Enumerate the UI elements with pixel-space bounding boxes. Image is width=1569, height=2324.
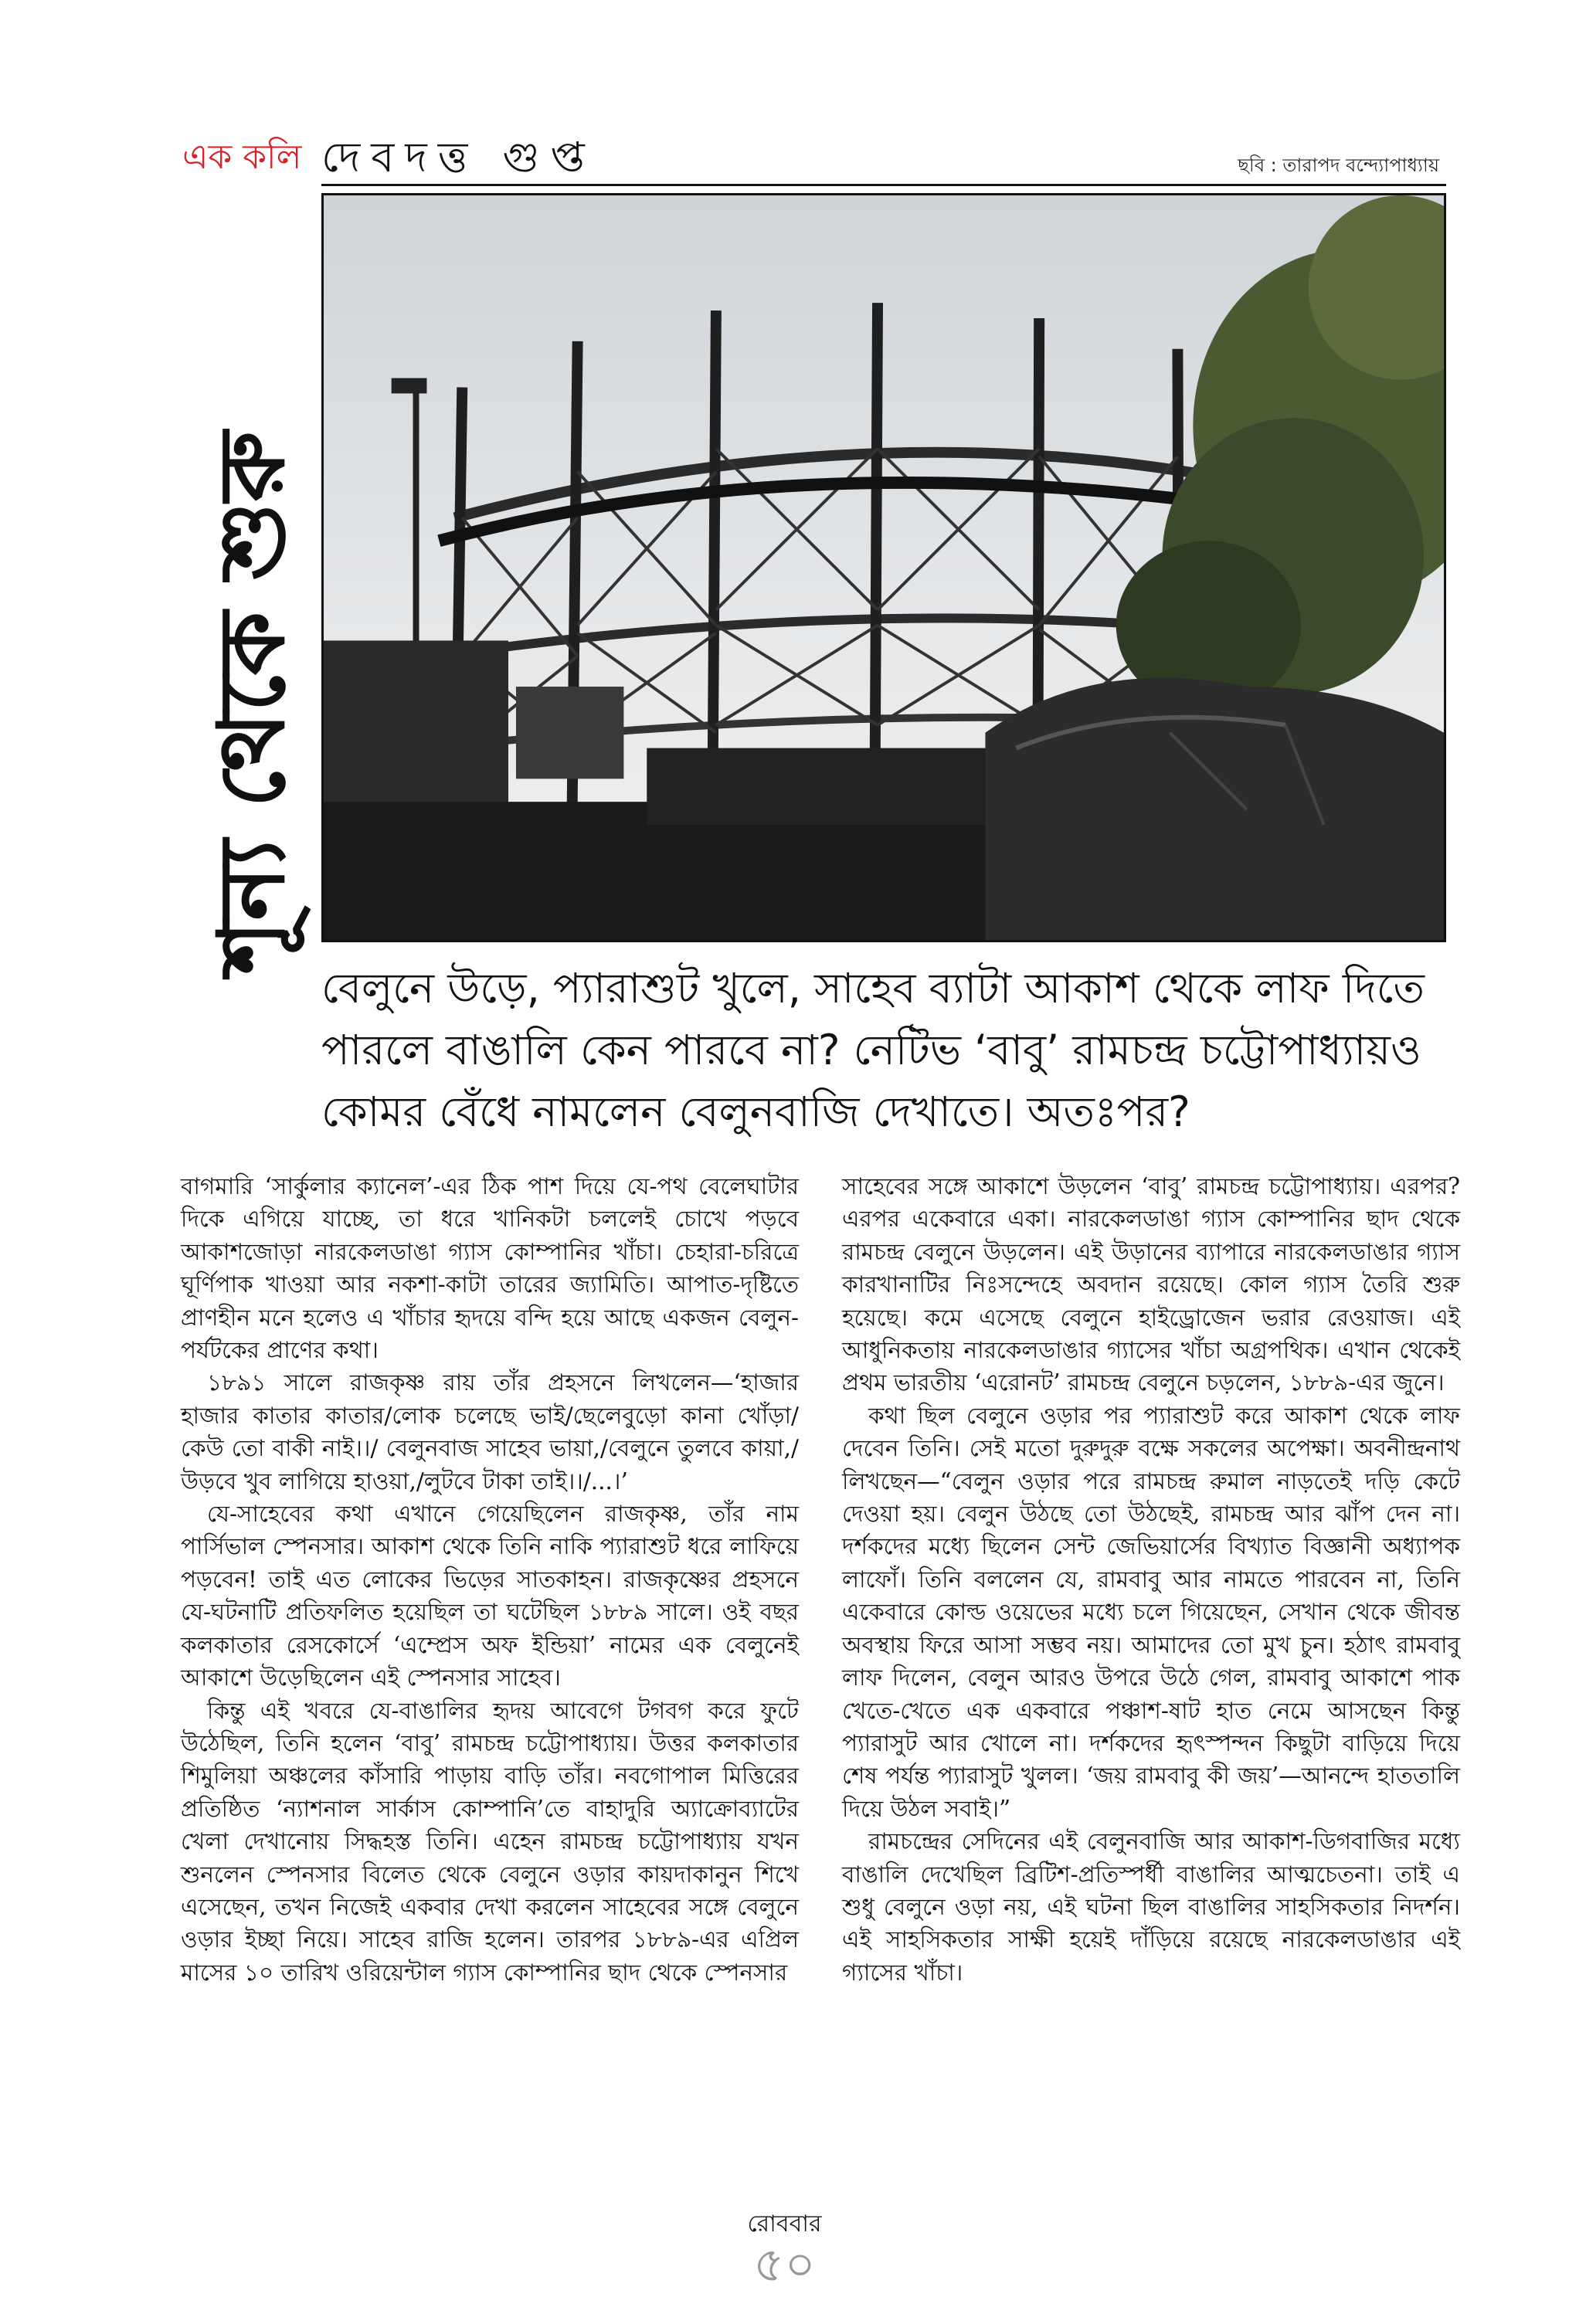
paragraph: যে-সাহেবের কথা এখানে গেয়েছিলেন রাজকৃষ্ণ, তাঁর নাম পার্সিভাল স্পেনসার। আকাশ থেকে তিনি নাকি প্যারাশুট ধরে লাফিয়ে পড়বেন! তাই এত লোকের ভিড়ের সাতকাহন। রাজকৃষ্ণের প্রহসনে যে-ঘটনাটি প্রতিফলিত হয়েছিল তা ঘটেছিল ১৮৮৯ সালে। ওই বছর কলকাতার রেসকোর্সে ‘এম্প্রেস অফ ইন্ডিয়া’ নামের এক বেলুনেই আকাশে উড়েছিলেন এই স্পেনসার সাহেব।	[181, 1501, 799, 1691]
paragraph: কথা ছিল বেলুনে ওড়ার পর প্যারাশুট করে আকাশ থেকে লাফ দেবেন তিনি। সেই মতো দুরুদুরু বক্ষে সকলের অপেক্ষা। অবনীন্দ্রনাথ লিখছেন—“বেলুন ওড়ার পরে রামচন্দ্র রুমাল নাড়তেই দড়ি কেটে দেওয়া হয়। বেলুন উঠছে তো উঠছেই, রামচন্দ্র আর ঝাঁপ দেন না। দর্শকদের মধ্যে ছিলেন সেন্ট জেভিয়ার্সের বিখ্যাত বিজ্ঞানী অধ্যাপক লাফোঁ। তিনি বললেন যে, রামবাবু আর নামতে পারবেন না, তিনি একেবারে কোল্ড ওয়েভের মধ্যে চলে গিয়েছেন, সেখান থেকে জীবন্ত অবস্থায় ফিরে আসা সম্ভব নয়। আমাদের তো মুখ চুন। হঠাৎ রামবাবু লাফ দিলেন, বেলুন আরও উপরে উঠে গেল, রামবাবু আকাশে পাক খেতে-খেতে এক একবারে পঞ্চাশ-ষাট হাত নেমে আসছেন কিন্তু প্যারাসুট আর খোলে না। দর্শকদের হৃৎস্পন্দন কিছুটা বাড়িয়ে দিয়ে শেষ পর্যন্ত প্যারাসুট খুলল। ‘জয় রামবাবু কী জয়’—আনন্দে হাততালি দিয়ে উঠল সবাই।”	[842, 1402, 1460, 1822]
author-name: দেবদত্ত গুপ্ত	[321, 133, 596, 182]
series-label: এক কলি	[182, 137, 302, 177]
paragraph: ১৮৯১ সালে রাজকৃষ্ণ রায় তাঁর প্রহসনে লিখলেন—‘হাজার হাজার কাতার কাতার/লোক চলেছে ভাই/ছেলেবুড়ো কানা খোঁড়া/কেউ তো বাকী নাই।।/ বেলুনবাজ সাহেব ভায়া,/বেলুনে তুলবে কায়া,/উড়বে খুব লাগিয়ে হাওয়া,/লুটবে টাকা তাই।।/...।’	[181, 1369, 799, 1494]
paragraph: রামচন্দ্রের সেদিনের এই বেলুনবাজি আর আকাশ-ডিগবাজির মধ্যে বাঙালি দেখেছিল ব্রিটিশ-প্রতিস্পর্ধী বাঙালির আত্মচেতনা। তাই এ শুধু বেলুনে ওড়া নয়, এই ঘটনা ছিল বাঙালির সাহসিকতার নিদর্শন। এই সাহসিকতার সাক্ষী হয়েই দাঁড়িয়ে রয়েছে নারকেলডাঙার এই গ্যাসের খাঁচা।	[842, 1828, 1460, 1986]
standfirst: বেলুনে উড়ে, প্যারাশুট খুলে, সাহেব ব্যাটা আকাশ থেকে লাফ দিতে পারলে বাঙালি কেন পারবে না? নেটিভ ‘বাবু’ রামচন্দ্র চট্টোপাধ্যায়ও কোমর বেঁধে নামলেন বেলুনবাজি দেখাতে। অতঃপর?	[321, 964, 1425, 1136]
paragraph: বাগমারি ‘সার্কুলার ক্যানেল’-এর ঠিক পাশ দিয়ে যে-পথ বেলেঘাটার দিকে এগিয়ে যাচ্ছে, তা ধরে খানিকটা চললেই চোখে পড়বে আকাশজোড়া নারকেলডাঙা গ্যাস কোম্পানির খাঁচা। চেহারা-চরিত্রে ঘূর্ণিপাক খাওয়া আর নকশা-কাটা তারের জ্যামিতি। আপাত-দৃষ্টিতে প্রাণহীন মনে হলেও এ খাঁচার হৃদয়ে বন্দি হয়ে আছে একজন বেলুন-পর্যটকের প্রাণের কথা।	[181, 1173, 799, 1364]
paragraph: কিন্তু এই খবরে যে-বাঙালির হৃদয় আবেগে টগবগ করে ফুটে উঠেছিল, তিনি হলেন ‘বাবু’ রামচন্দ্র চট্টোপাধ্যায়। উত্তর কলকাতার শিমুলিয়া অঞ্চলের কাঁসারি পাড়ায় বাড়ি তাঁর। নবগোপাল মিত্তিরের প্রতিষ্ঠিত ‘ন্যাশনাল সার্কাস কোম্পানি’তে বাহাদুরি অ্যাক্রোব্যাটের খেলা দেখানোয় সিদ্ধহস্ত তিনি। এহেন রামচন্দ্র চট্টোপাধ্যায় যখন শুনলেন স্পেনসার বিলেত থেকে বেলুনে ওড়ার কায়দাকানুন শিখে এসেছেন, তখন নিজেই একবার দেখা করলেন সাহেবের সঙ্গে বেলুনে ওড়ার ইচ্ছা নিয়ে। সাহেব রাজি হলেন। তারপর ১৮৮৯-এর এপ্রিল মাসের ১০ তারিখ ওরিয়েন্টাল গ্যাস কোম্পানির ছাদ থেকে স্পেনসার	[181, 1697, 799, 1986]
body-column-left	[181, 1170, 799, 1989]
page-number: ৫০	[753, 2236, 816, 2292]
body-column-right	[842, 1170, 1460, 1989]
magazine-name: রোববার	[747, 2210, 822, 2237]
article-title-block	[193, 433, 309, 973]
photo-credit: ছবি : তারাপদ বন্দ্যোপাধ্যায়	[1238, 154, 1439, 176]
gas-holder-photo	[321, 193, 1446, 942]
header-rule	[321, 184, 1446, 186]
paragraph: সাহেবের সঙ্গে আকাশে উড়লেন ‘বাবু’ রামচন্দ্র চট্টোপাধ্যায়। এরপর? এরপর একেবারে একা। নারকেলডাঙা গ্যাস কোম্পানির ছাদ থেকে রামচন্দ্র বেলুনে উড়লেন। এই উড়ানের ব্যাপারে নারকেলডাঙার গ্যাস কারখানাটির নিঃসন্দেহে অবদান রয়েছে। কোল গ্যাস তৈরি শুরু হয়েছে। কমে এসেছে বেলুনে হাইড্রোজেন ভরার রেওয়াজ। এই আধুনিকতায় নারকেলডাঙার গ্যাসের খাঁচা অগ্রপথিক। এখান থেকেই প্রথম ভারতীয় ‘এরোনট’ রামচন্দ্র বেলুনে চড়লেন, ১৮৮৯-এর জুনে।	[842, 1173, 1460, 1396]
article-title: শূন্য থেকে শুরু	[198, 431, 305, 975]
